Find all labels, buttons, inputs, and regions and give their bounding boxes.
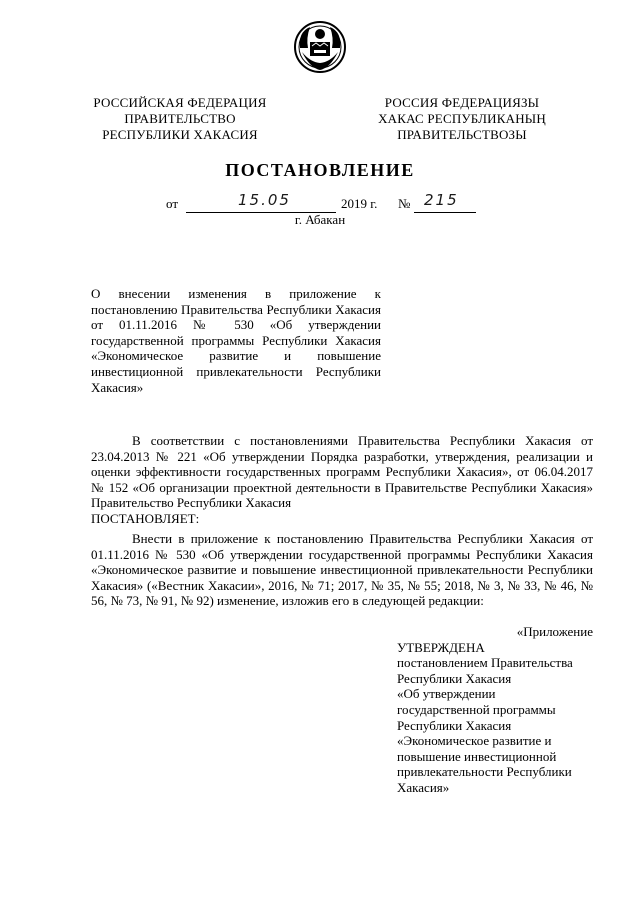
header-left-line: ПРАВИТЕЛЬСТВО <box>124 111 236 126</box>
appendix-line: Республики Хакасия <box>397 717 512 733</box>
date-from-label: от <box>166 196 179 211</box>
paragraph-1-text: В соответствии с постановлениями Правительства Республики Хакасия от 23.04.2013 № 221 «Об утверждении Порядка разработки, утверждения, реализации и оценки эффективности государственных программ Республики Хакасия», от 06.04.2017 № 152 «Об организации проектной деятельности в Правительстве Республики Хакасия» Правительство Республики Хакасия <box>91 433 593 511</box>
paragraph-2-text: Внести в приложение к постановлению Правительства Республики Хакасия от 01.11.2016 № 530 «Об утверждении государственной программы Республики Хакасия «Экономическое развитие и повышение инвестиционной привлекательности Республики Хакасия» («Вестник Хакасии», 2016, № 71; 2017, № 35, № 55; 2018, № 3, № 33, № 46, № 56, № 73, № 91, № 92) изменение, изложив его в следующей редакции: <box>91 531 593 609</box>
city-label: г. Абакан <box>294 212 346 227</box>
year-text: 2019 г. <box>341 196 378 211</box>
appendix-line: «Об утверждении <box>397 686 496 702</box>
header-left <box>80 95 280 143</box>
date-field <box>186 191 336 213</box>
number-label: № <box>398 196 411 211</box>
header-right-line: ХАКАС РЕСПУБЛИКАНЫҢ <box>378 111 546 126</box>
coat-of-arms-emblem <box>292 18 348 76</box>
number-field <box>414 191 476 213</box>
body-paragraph-1 <box>91 433 593 527</box>
appendix-block <box>397 624 593 796</box>
header-right-line: ПРАВИТЕЛЬСТВОЗЫ <box>397 127 527 142</box>
header-right <box>362 95 562 143</box>
header-left-line: РЕСПУБЛИКИ ХАКАСИЯ <box>102 127 258 142</box>
appendix-line: «Экономическое развитие и <box>397 733 552 749</box>
appendix-line: привлекательности Республики <box>397 764 572 780</box>
appendix-line: постановлением Правительства <box>397 655 573 671</box>
appendix-line: Хакасия» <box>397 779 450 795</box>
header-left-line: РОССИЙСКАЯ ФЕДЕРАЦИЯ <box>93 95 267 110</box>
appendix-label: «Приложение <box>516 624 593 639</box>
appendix-line: повышение инвестиционной <box>397 748 557 764</box>
handwritten-date: 15.05 <box>238 191 291 209</box>
document-subject: О внесении изменения в приложение к постановлению Правительства Республики Хакасия от 01.11.2016 № 530 «Об утверждении государственной программы Республики Хакасия «Экономическое развитие и повышение инвестиционной привлекательности Республики Хакасия» <box>91 286 381 395</box>
document-title: ПОСТАНОВЛЕНИЕ <box>225 160 415 180</box>
handwritten-number: 215 <box>424 191 459 209</box>
appendix-line: государственной программы <box>397 701 556 717</box>
appendix-approved: УТВЕРЖДЕНА <box>397 639 485 655</box>
appendix-line: Республики Хакасия <box>397 670 512 686</box>
header-right-line: РОССИЯ ФЕДЕРАЦИЯЗЫ <box>384 95 540 110</box>
resolves-label: ПОСТАНОВЛЯЕТ: <box>91 510 200 526</box>
body-paragraph-2 <box>91 531 593 609</box>
